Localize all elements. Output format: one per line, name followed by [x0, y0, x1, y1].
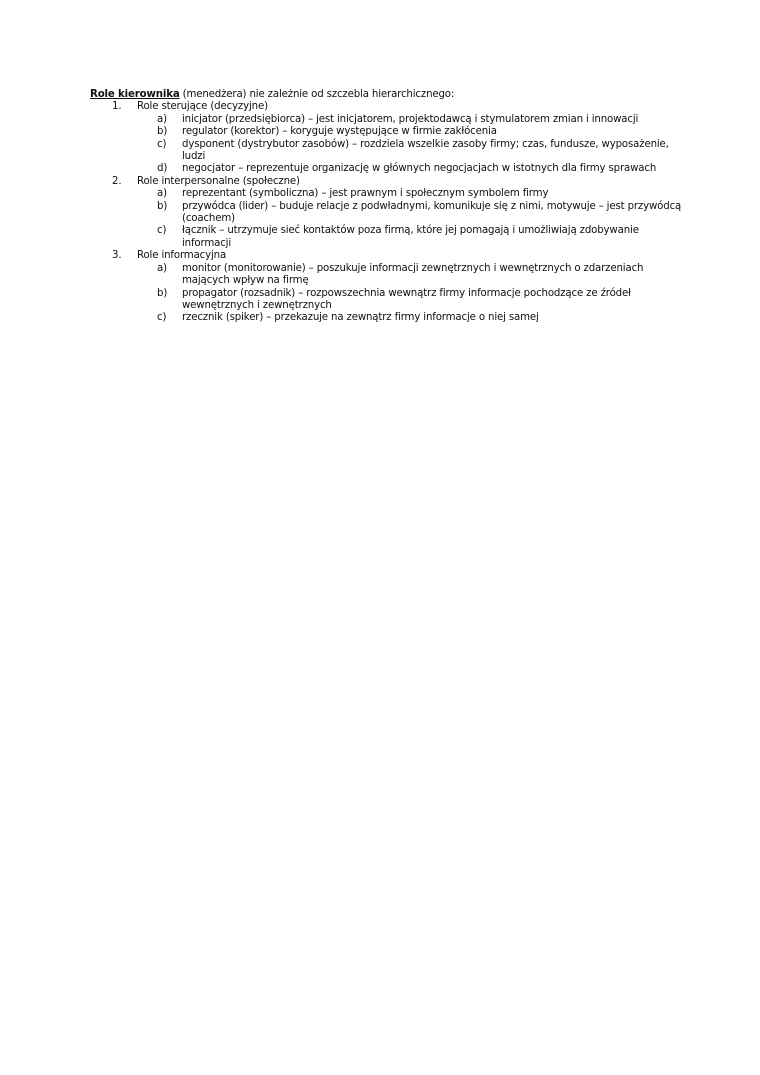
section-title-text: Role informacyjna: [137, 250, 227, 262]
section-number: 2.: [112, 175, 122, 187]
item-letter: c): [157, 138, 167, 150]
section-2: [90, 176, 690, 250]
item-text: inicjator (przedsiębiorca) – jest inicjatorem, projektodawcą i stymulatorem zmian i innowacji: [182, 113, 639, 125]
section-title: [90, 250, 690, 262]
list-item: [90, 163, 682, 175]
section-title-text: Role interpersonalne (społeczne): [137, 175, 300, 187]
item-letter: b): [157, 126, 168, 138]
item-text: reprezentant (symboliczna) – jest prawnym i społecznym symbolem firmy: [182, 188, 549, 200]
heading-title: Role kierownika: [90, 89, 180, 100]
heading-subtitle: (menedżera) nie zależnie od szczebla hierarchicznego:: [179, 89, 455, 100]
item-letter: d): [157, 163, 168, 175]
item-text: dysponent (dystrybutor zasobów) – rozdziela wszelkie zasoby firmy; czas, fundusze, wyposażenie, ludzi: [182, 138, 669, 163]
list-item: [90, 288, 682, 313]
list-item: [90, 312, 682, 324]
section-3: [90, 250, 690, 324]
list-item: [90, 263, 682, 288]
section-number: 3.: [112, 250, 122, 262]
list-item: [90, 126, 682, 138]
item-letter: b): [157, 200, 168, 212]
item-letter: a): [157, 262, 167, 274]
document-heading: [90, 89, 690, 101]
item-letter: c): [157, 312, 167, 324]
list-item: [90, 225, 682, 250]
section-title-text: Role sterujące (decyzyjne): [137, 101, 268, 113]
list-item: [90, 139, 682, 164]
list-item: [90, 188, 682, 200]
item-letter: a): [157, 113, 167, 125]
section-title: [90, 176, 690, 188]
section-title: [90, 101, 690, 113]
list-item: [90, 201, 682, 226]
item-text: przywódca (lider) – buduje relacje z podwładnymi, komunikuje się z nimi, motywuje – jest przywódcą (coachem): [182, 200, 682, 225]
item-letter: b): [157, 287, 168, 299]
document-body: [90, 89, 690, 325]
section-1: [90, 101, 690, 175]
list-item: [90, 114, 682, 126]
item-text: rzecznik (spiker) – przekazuje na zewnątrz firmy informacje o niej samej: [182, 312, 539, 324]
item-text: propagator (rozsadnik) – rozpowszechnia wewnątrz firmy informacje pochodzące ze źródeł wewnętrznych i zewnętrznych: [182, 287, 631, 311]
item-letter: a): [157, 188, 167, 200]
item-letter: c): [157, 225, 167, 237]
section-number: 1.: [112, 101, 122, 113]
item-text: monitor (monitorowanie) – poszukuje informacji zewnętrznych i wewnętrznych o zdarzeniach mających wpływ na firmę: [182, 262, 644, 287]
item-text: regulator (korektor) – koryguje występujące w firmie zakłócenia: [182, 126, 497, 138]
item-text: negocjator – reprezentuje organizację w głównych negocjacjach w istotnych dla firmy sprawach: [182, 163, 657, 175]
item-text: łącznik – utrzymuje sieć kontaktów poza firmą, które jej pomagają i umożliwiają zdobywanie informacji: [182, 225, 639, 249]
